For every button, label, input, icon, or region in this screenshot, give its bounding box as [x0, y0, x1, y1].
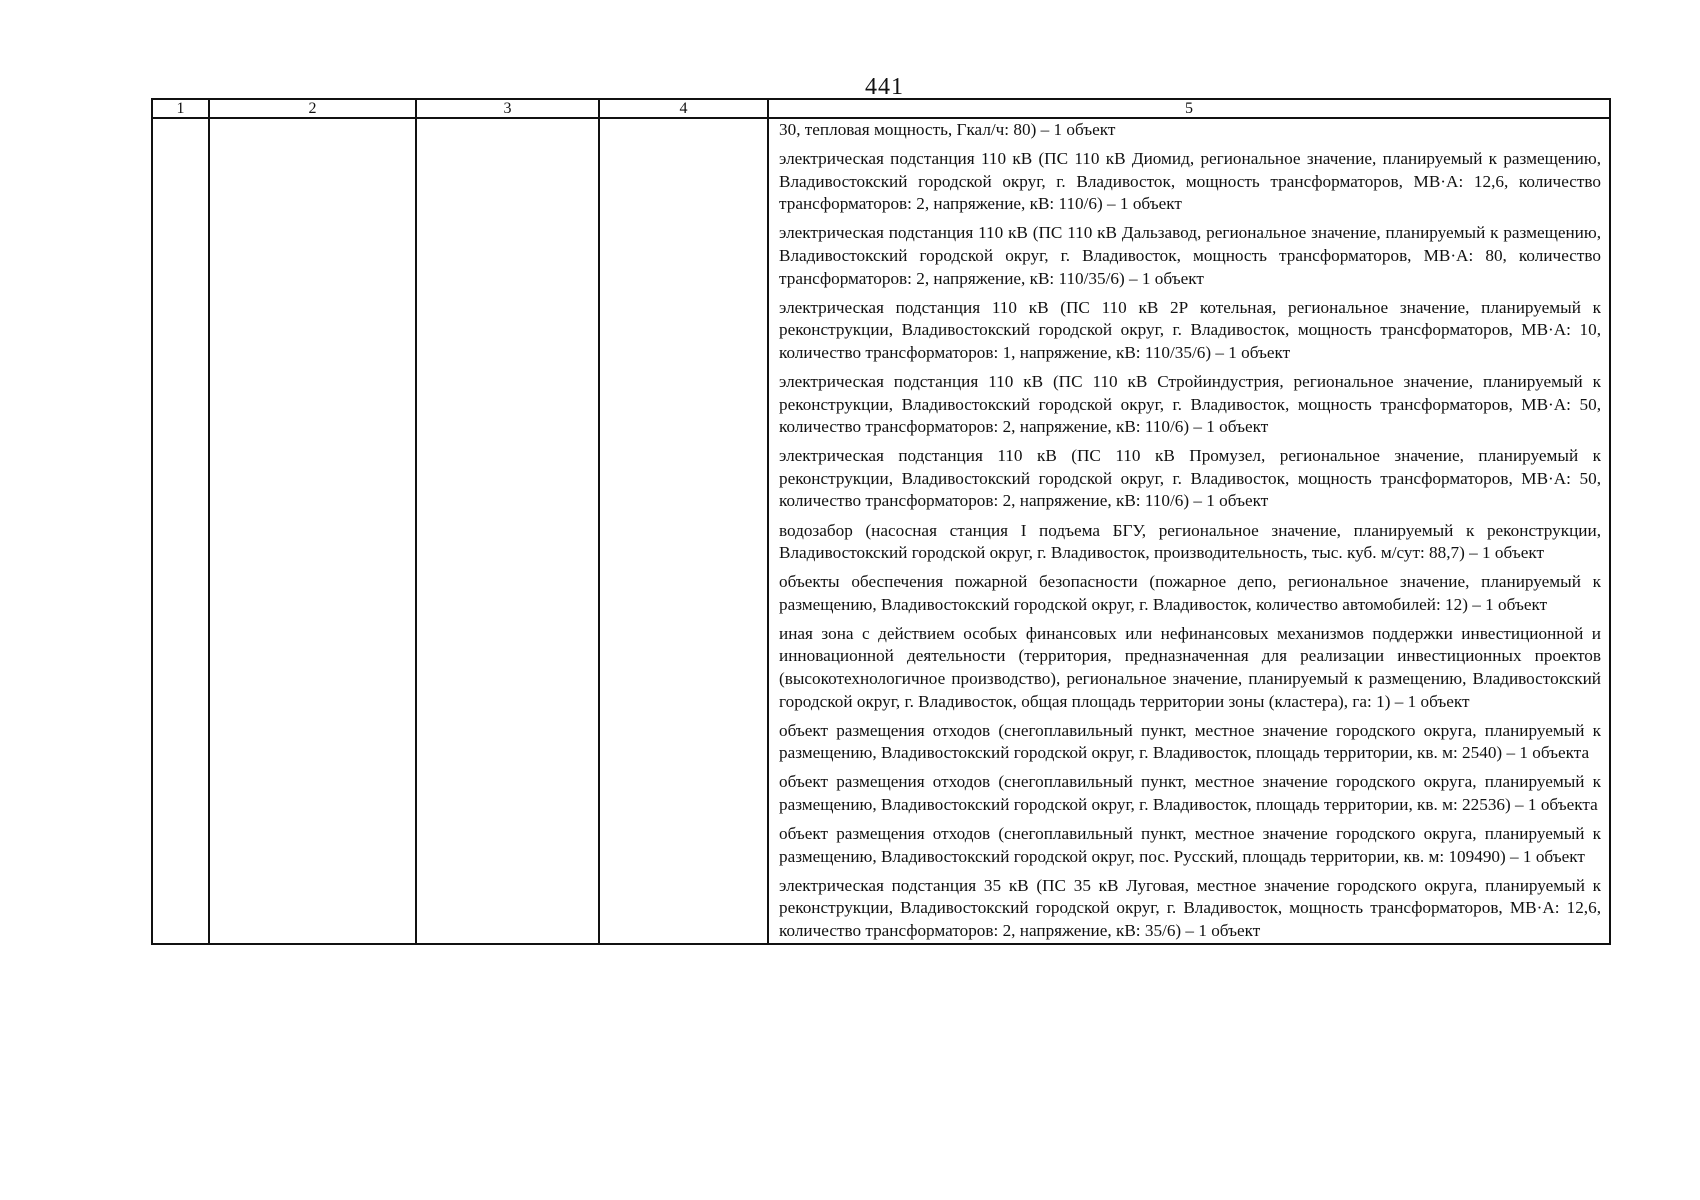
entry-substation-promuzel: электрическая подстанция 110 кВ (ПС 110 кВ Промузел, региональное значение, планируемый к реконструкции, Владивостокский городской округ, г. Владивосток, мощность трансформаторов, МВ·А: 50, количество трансформаторов: 2, напряжение, кВ: 110/6) – 1 объект — [779, 446, 1601, 511]
column-4-cell — [599, 118, 768, 944]
entry-substation-dalzavod: электрическая подстанция 110 кВ (ПС 110 кВ Дальзавод, региональное значение, планируемый к размещению, Владивостокский городской округ, г. Владивосток, мощность трансформаторов, МВ·А: 80, количество трансформаторов: 2, напряжение, кВ: 110/35/6) – 1 объект — [779, 223, 1601, 288]
table-header-row — [152, 99, 1610, 118]
document-table — [151, 98, 1611, 945]
column-5-cell — [768, 118, 1610, 944]
entry-investment-zone: иная зона с действием особых финансовых или нефинансовых механизмов поддержки инвестиционной и инновационной деятельности (территория, предназначенная для реализации инвестиционных проектов (высокотехнологичное производство), региональное значение, планируемый к размещению, Владивостокский городской округ, г. Владивосток, общая площадь территории зоны (кластера), га: 1) – 1 объект — [779, 623, 1601, 711]
entry-substation-diomid: электрическая подстанция 110 кВ (ПС 110 кВ Диомид, региональное значение, планируемый к размещению, Владивостокский городской округ, г. Владивосток, мощность трансформаторов, МВ·А: 12,6, количество трансформаторов: 2, напряжение, кВ: 110/6) – 1 объект — [779, 149, 1601, 214]
entry-heat-capacity: 30, тепловая мощность, Гкал/ч: 80) – 1 объект — [779, 120, 1116, 139]
entry-snow-melting-russky: объект размещения отходов (снегоплавильный пункт, местное значение городского округа, планируемый к размещению, Владивостокский городской округ, пос. Русский, площадь территории, кв. м: 109490) – 1 объект — [779, 824, 1601, 866]
entry-substation-2r-boiler: электрическая подстанция 110 кВ (ПС 110 кВ 2Р котельная, региональное значение, планируемый к реконструкции, Владивостокский городской округ, г. Владивосток, мощность трансформаторов, МВ·А: 10, количество трансформаторов: 1, напряжение, кВ: 110/35/6) – 1 объект — [779, 297, 1601, 362]
entry-water-intake: водозабор (насосная станция I подъема БГУ, региональное значение, планируемый к реконструкции, Владивостокский городской округ, г. Владивосток, производительность, тыс. куб. м/сут: 88,7) – 1 объект — [779, 520, 1601, 563]
page-number: 441 — [865, 74, 904, 100]
table-row — [152, 118, 1610, 944]
column-header-2: 2 — [209, 99, 416, 118]
column-3-cell — [416, 118, 599, 944]
column-2-cell — [209, 118, 416, 944]
entry-substation-lugovaya: электрическая подстанция 35 кВ (ПС 35 кВ Луговая, местное значение городского округа, планируемый к реконструкции, Владивостокский городской округ, г. Владивосток, мощность трансформаторов, МВ·А: 12,6, количество трансформаторов: 2, напряжение, кВ: 35/6) – 1 объект — [779, 875, 1601, 940]
entry-snow-melting-22536: объект размещения отходов (снегоплавильный пункт, местное значение городского округа, планируемый к размещению, Владивостокский городской округ, г. Владивосток, площадь территории, кв. м: 22536) – 1 объекта — [779, 772, 1601, 815]
column-header-4: 4 — [599, 99, 768, 118]
column-header-5: 5 — [768, 99, 1610, 118]
entry-snow-melting-2540: объект размещения отходов (снегоплавильный пункт, местное значение городского округа, планируемый к размещению, Владивостокский городской округ, г. Владивосток, площадь территории, кв. м: 2540) – 1 объекта — [779, 720, 1601, 763]
column-1-cell — [152, 118, 209, 944]
column-header-1: 1 — [152, 99, 209, 118]
entry-fire-depot: объекты обеспечения пожарной безопасности (пожарное депо, региональное значение, планируемый к размещению, Владивостокский городской округ, г. Владивосток, количество автомобилей: 12) – 1 объект — [779, 572, 1601, 614]
column-header-3: 3 — [416, 99, 599, 118]
entry-substation-stroyindustriya: электрическая подстанция 110 кВ (ПС 110 кВ Стройиндустрия, региональное значение, планируемый к реконструкции, Владивостокский городской округ, г. Владивосток, мощность трансформаторов, МВ·А: 50, количество трансформаторов: 2, напряжение, кВ: 110/6) – 1 объект — [779, 371, 1601, 437]
